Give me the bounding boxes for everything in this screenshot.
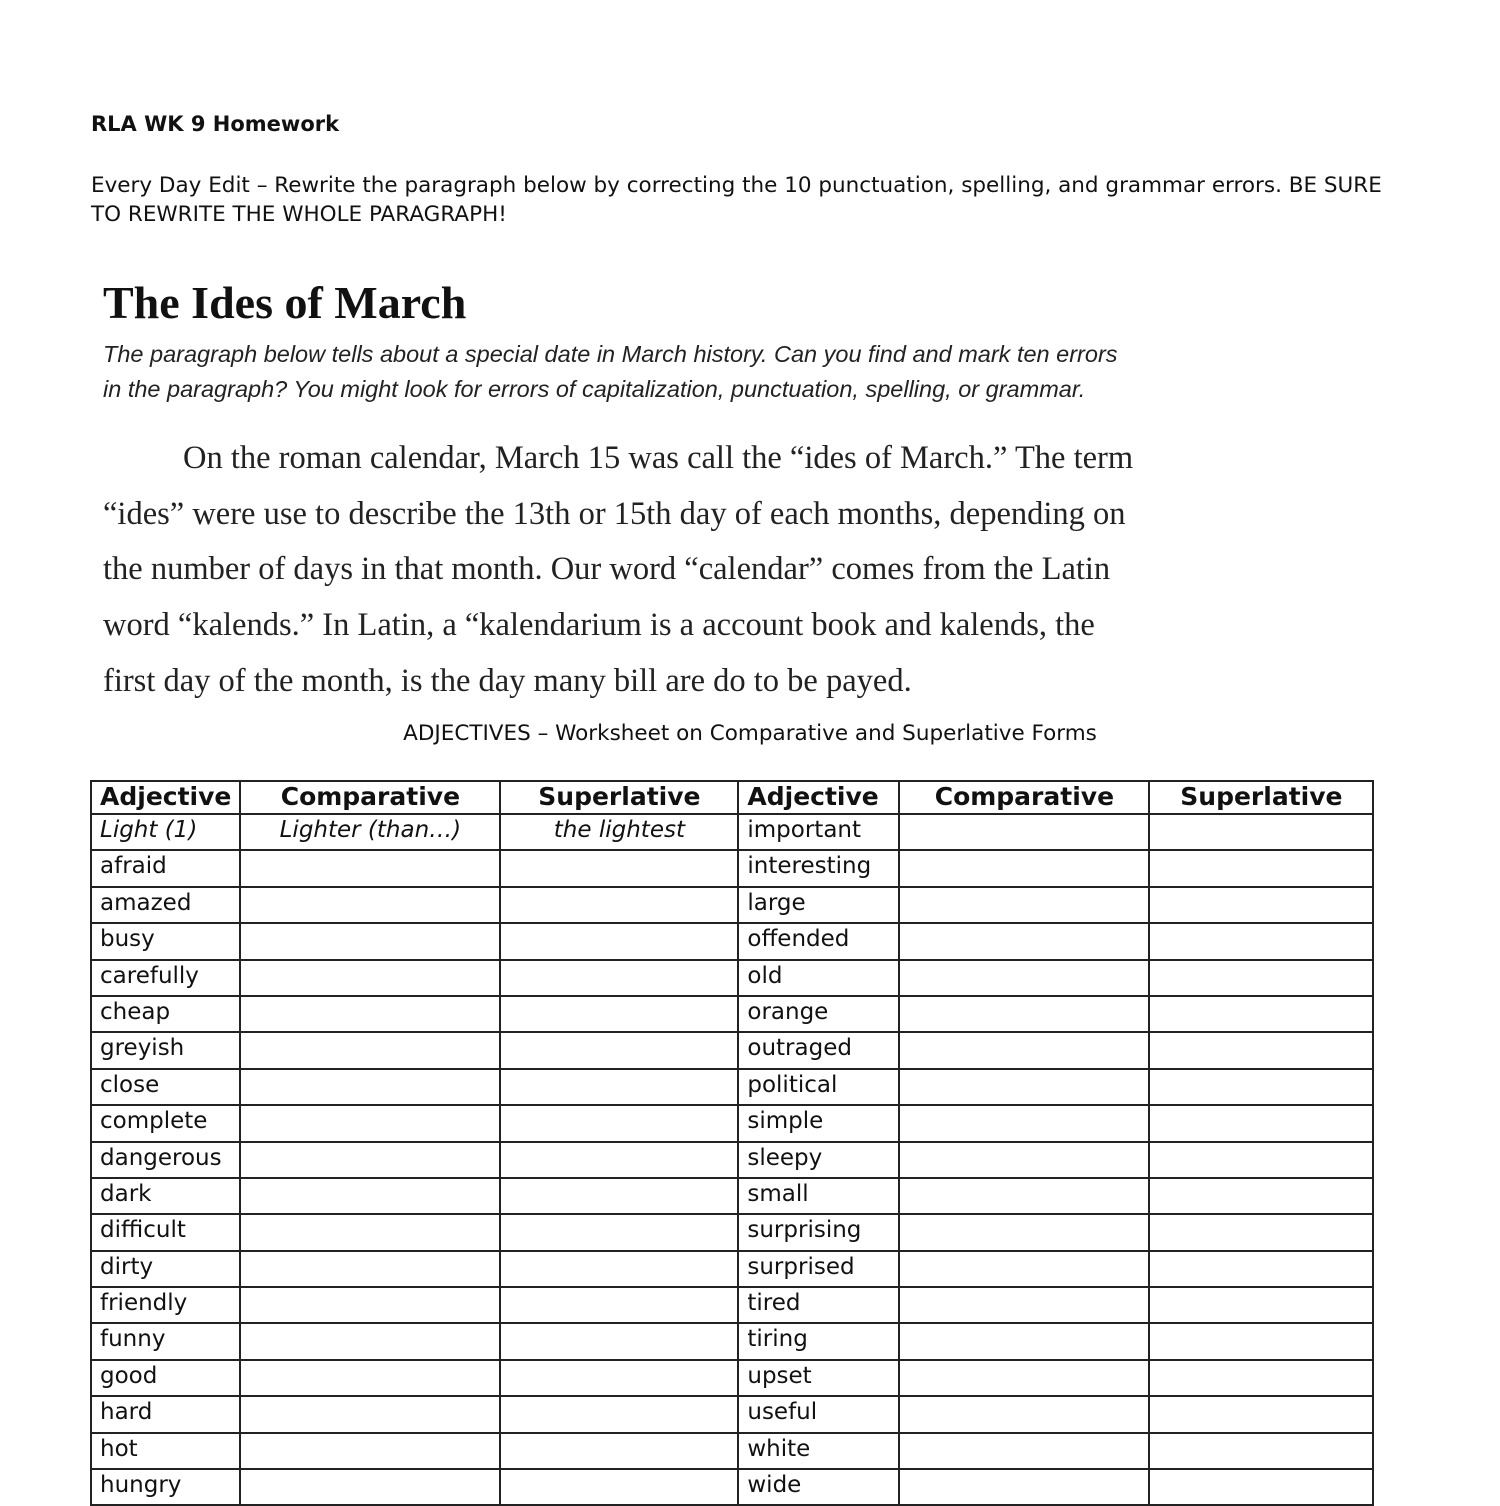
example-adjective: Light (1)	[91, 814, 240, 850]
superlative-answer-cell[interactable]	[500, 1105, 738, 1141]
comparative-answer-cell[interactable]	[899, 1360, 1149, 1396]
table-row	[91, 1251, 1373, 1287]
example-comparative: Lighter (than…)	[240, 814, 500, 850]
comparative-answer-cell[interactable]	[899, 850, 1149, 886]
adjective-cell: dirty	[91, 1251, 240, 1287]
superlative-answer-cell[interactable]	[1149, 1251, 1373, 1287]
comparative-answer-cell[interactable]	[240, 850, 500, 886]
superlative-answer-cell[interactable]	[500, 923, 738, 959]
adjective-cell: surprising	[738, 1214, 899, 1250]
adjective-cell: hot	[91, 1433, 240, 1469]
superlative-answer-cell[interactable]	[500, 887, 738, 923]
comparative-answer-cell[interactable]	[899, 1433, 1149, 1469]
comparative-answer-cell[interactable]	[899, 960, 1149, 996]
adjective-cell: busy	[91, 923, 240, 959]
superlative-answer-cell[interactable]	[1149, 850, 1373, 886]
comparative-answer-cell[interactable]	[899, 814, 1149, 850]
comparative-answer-cell[interactable]	[899, 1287, 1149, 1323]
table-row	[91, 1032, 1373, 1068]
column-header: Superlative	[1149, 781, 1373, 814]
comparative-answer-cell[interactable]	[240, 996, 500, 1032]
superlative-answer-cell[interactable]	[500, 1287, 738, 1323]
table-row	[91, 1178, 1373, 1214]
adjective-cell: old	[738, 960, 899, 996]
superlative-answer-cell[interactable]	[1149, 1396, 1373, 1432]
paragraph-line: the number of days in that month. Our word “calendar” comes from the Latin	[103, 551, 1111, 587]
comparative-answer-cell[interactable]	[240, 1178, 500, 1214]
example-superlative: the lightest	[500, 814, 738, 850]
column-header: Adjective	[91, 781, 240, 814]
table-row	[91, 996, 1373, 1032]
superlative-answer-cell[interactable]	[1149, 1032, 1373, 1068]
comparative-answer-cell[interactable]	[240, 1142, 500, 1178]
adjective-cell: friendly	[91, 1287, 240, 1323]
table-row	[91, 814, 1373, 850]
paragraph-line: first day of the month, is the day many bill are do to be payed.	[103, 663, 912, 699]
superlative-answer-cell[interactable]	[500, 850, 738, 886]
column-header: Adjective	[738, 781, 899, 814]
comparative-answer-cell[interactable]	[240, 1032, 500, 1068]
paragraph-line: On the roman calendar, March 15 was call the “ides of March.” The term	[183, 440, 1134, 476]
adjective-cell: simple	[738, 1105, 899, 1141]
comparative-answer-cell[interactable]	[899, 1142, 1149, 1178]
paragraph-line: “ides” were use to describe the 13th or 15th day of each months, depending on	[103, 496, 1126, 532]
comparative-answer-cell[interactable]	[899, 887, 1149, 923]
column-header: Superlative	[500, 781, 738, 814]
comparative-answer-cell[interactable]	[240, 923, 500, 959]
comparative-answer-cell[interactable]	[240, 1360, 500, 1396]
table-row	[91, 960, 1373, 996]
superlative-answer-cell[interactable]	[500, 1178, 738, 1214]
adjective-cell: carefully	[91, 960, 240, 996]
table-row	[91, 887, 1373, 923]
table-row	[91, 1069, 1373, 1105]
column-header: Comparative	[899, 781, 1149, 814]
superlative-answer-cell[interactable]	[1149, 960, 1373, 996]
adjective-cell: tired	[738, 1287, 899, 1323]
adjective-cell: interesting	[738, 850, 899, 886]
adjective-cell: dark	[91, 1178, 240, 1214]
superlative-answer-cell[interactable]	[500, 996, 738, 1032]
superlative-answer-cell[interactable]	[500, 1032, 738, 1068]
table-row	[91, 1323, 1373, 1359]
paragraph-line: word “kalends.” In Latin, a “kalendarium is a account book and kalends, the	[103, 607, 1095, 643]
superlative-answer-cell[interactable]	[500, 1142, 738, 1178]
superlative-answer-cell[interactable]	[1149, 1069, 1373, 1105]
adjective-cell: important	[738, 814, 899, 850]
adjective-cell: hungry	[91, 1469, 240, 1505]
comparative-answer-cell[interactable]	[240, 1214, 500, 1250]
superlative-answer-cell[interactable]	[1149, 1287, 1373, 1323]
adjective-cell: white	[738, 1433, 899, 1469]
adjective-cell: outraged	[738, 1032, 899, 1068]
superlative-answer-cell[interactable]	[500, 1323, 738, 1359]
adjective-cell: orange	[738, 996, 899, 1032]
superlative-answer-cell[interactable]	[1149, 1360, 1373, 1396]
adjective-cell: wide	[738, 1469, 899, 1505]
comparative-answer-cell[interactable]	[899, 1214, 1149, 1250]
table-row	[91, 923, 1373, 959]
superlative-answer-cell[interactable]	[1149, 996, 1373, 1032]
edit-subtitle-line: in the paragraph? You might look for errors of capitalization, punctuation, spelling, or grammar.	[103, 376, 1086, 402]
adjective-cell: tiring	[738, 1323, 899, 1359]
comparative-answer-cell[interactable]	[240, 960, 500, 996]
adjective-cell: small	[738, 1178, 899, 1214]
comparative-answer-cell[interactable]	[899, 923, 1149, 959]
comparative-answer-cell[interactable]	[899, 1032, 1149, 1068]
adjective-cell: surprised	[738, 1251, 899, 1287]
adjective-cell: afraid	[91, 850, 240, 886]
adjective-cell: difficult	[91, 1214, 240, 1250]
superlative-answer-cell[interactable]	[1149, 1105, 1373, 1141]
adjective-cell: greyish	[91, 1032, 240, 1068]
comparative-answer-cell[interactable]	[240, 887, 500, 923]
superlative-answer-cell[interactable]	[500, 1069, 738, 1105]
adjective-cell: good	[91, 1360, 240, 1396]
comparative-answer-cell[interactable]	[899, 996, 1149, 1032]
superlative-answer-cell[interactable]	[500, 1396, 738, 1432]
comparative-answer-cell[interactable]	[240, 1396, 500, 1432]
superlative-answer-cell[interactable]	[1149, 1142, 1373, 1178]
superlative-answer-cell[interactable]	[1149, 1178, 1373, 1214]
table-row	[91, 1214, 1373, 1250]
instructions: Every Day Edit – Rewrite the paragraph below by correcting the 10 punctuation, spelling, and grammar errors. BE SURE TO REWRITE THE WHOLE PARAGRAPH!	[91, 173, 1382, 227]
superlative-answer-cell[interactable]	[500, 960, 738, 996]
comparative-answer-cell[interactable]	[240, 1287, 500, 1323]
adjective-cell: complete	[91, 1105, 240, 1141]
table-row	[91, 1287, 1373, 1323]
adjective-cell: political	[738, 1069, 899, 1105]
adjective-cell: dangerous	[91, 1142, 240, 1178]
edit-title: The Ides of March	[103, 277, 467, 328]
comparative-answer-cell[interactable]	[899, 1251, 1149, 1287]
adjective-cell: hard	[91, 1396, 240, 1432]
adjective-cell: close	[91, 1069, 240, 1105]
comparative-answer-cell[interactable]	[899, 1069, 1149, 1105]
adjective-cell: sleepy	[738, 1142, 899, 1178]
edit-subtitle-line: The paragraph below tells about a special date in March history. Can you find and mark ten errors	[103, 341, 1118, 367]
superlative-answer-cell[interactable]	[1149, 814, 1373, 850]
superlative-answer-cell[interactable]	[1149, 923, 1373, 959]
adjective-cell: offended	[738, 923, 899, 959]
adjective-cell: cheap	[91, 996, 240, 1032]
column-header: Comparative	[240, 781, 500, 814]
superlative-answer-cell[interactable]	[500, 1214, 738, 1250]
superlative-answer-cell[interactable]	[1149, 1323, 1373, 1359]
comparative-answer-cell[interactable]	[240, 1433, 500, 1469]
table-row	[91, 1142, 1373, 1178]
adjective-table	[90, 780, 1374, 1506]
comparative-answer-cell[interactable]	[240, 1105, 500, 1141]
comparative-answer-cell[interactable]	[899, 1105, 1149, 1141]
comparative-answer-cell[interactable]	[899, 1178, 1149, 1214]
comparative-answer-cell[interactable]	[899, 1323, 1149, 1359]
comparative-answer-cell[interactable]	[240, 1069, 500, 1105]
superlative-answer-cell[interactable]	[500, 1433, 738, 1469]
superlative-answer-cell[interactable]	[500, 1360, 738, 1396]
adjective-cell: amazed	[91, 887, 240, 923]
table-row	[91, 850, 1373, 886]
adjective-cell: upset	[738, 1360, 899, 1396]
worksheet-title: ADJECTIVES – Worksheet on Comparative and Superlative Forms	[403, 721, 1097, 746]
table-row	[91, 1433, 1373, 1469]
table-row	[91, 1396, 1373, 1432]
adjective-cell: funny	[91, 1323, 240, 1359]
superlative-answer-cell[interactable]	[1149, 1433, 1373, 1469]
comparative-answer-cell[interactable]	[240, 1323, 500, 1359]
comparative-answer-cell[interactable]	[899, 1396, 1149, 1432]
superlative-answer-cell[interactable]	[500, 1251, 738, 1287]
homework-title: RLA WK 9 Homework	[91, 112, 340, 136]
table-row	[91, 1360, 1373, 1396]
adjective-cell: useful	[738, 1396, 899, 1432]
superlative-answer-cell[interactable]	[1149, 887, 1373, 923]
superlative-answer-cell[interactable]	[1149, 1214, 1373, 1250]
adjective-cell: large	[738, 887, 899, 923]
table-row	[91, 1105, 1373, 1141]
comparative-answer-cell[interactable]	[240, 1251, 500, 1287]
